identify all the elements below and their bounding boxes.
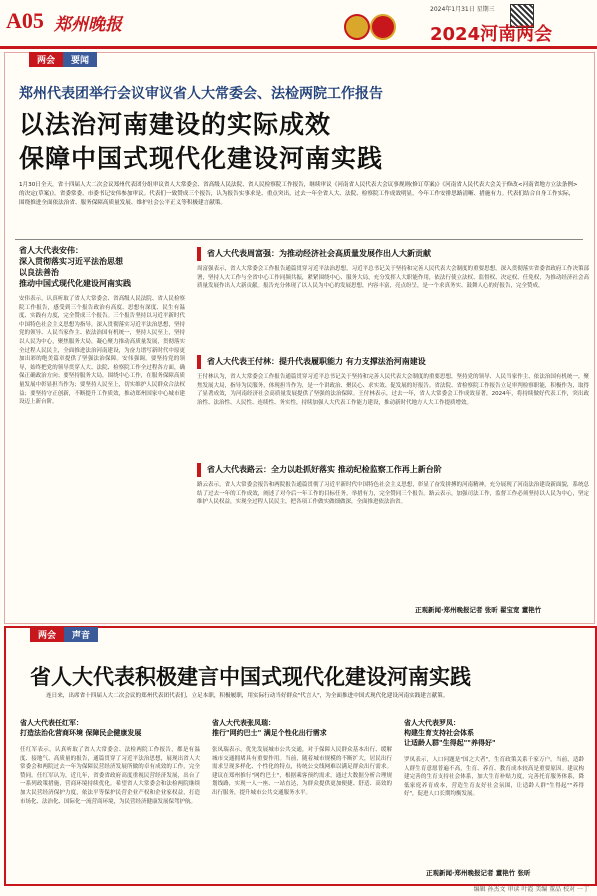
- headline-line-1: 以法治河南建设的实际成效: [19, 110, 332, 139]
- national-emblem-icon: [344, 14, 370, 40]
- subhead-lu: 省人大代表路云：全力以赴抓好落实 推动纪检监察工作再上新台阶: [197, 463, 597, 477]
- col1-body: 任红军表示，认真听取了省人大常委会、法检两院工作报告，都是有温度、接地气、高质量的报告，通篇贯穿了习近平法治思想，展现出省人大常委会和两院过去一年为保障民营经济发展所做的卓有成效的工作，完全赞同。任红军认为，近几年，省委省政府高度重视民营经济发展，出台了一系列政策措施，营商环境持续优化。希望省人大常委会和法检两院继续加大民营经济保护力度，依法平等保护民营企业产权和企业家权益，打造市场化、法治化、国际化一流营商环境，为民营经济健康发展保驾护航。: [20, 747, 200, 805]
- col2-head-line-1: 省人大代表张凤瑞：: [212, 719, 275, 727]
- party-emblem-icon: [370, 14, 396, 40]
- body-lu: 路云表示，省人大常委会报告和两院报告通篇贯彻了习近平新时代中国特色社会主义思想，彰显了奋发拼搏的河南精神，充分展现了河南法治建设新面貌，系统总结了过去一年的工作成效，阐述了对今后一年工作的目标任务，举措有力，完全赞同三个报告。路云表示，加强司法工作，监督工作必须坚持以人民为中心，坚定维护人民权益，实现全过程人民民主，把各项工作做实做细做深，全面推进依法治省。: [197, 482, 589, 506]
- byline-section2: 正观新闻·郑州晚报记者 董艳竹 张昕: [426, 869, 531, 877]
- editor-credits: 编辑 孙杰文 审读 叶霞 美编 董品 校对 一丁: [473, 886, 589, 893]
- sidebar-head-4: 推动中国式现代化建设河南实践: [19, 279, 131, 288]
- news-section-main: [4, 52, 595, 624]
- col3-head: [404, 718, 584, 748]
- page-number: A05: [6, 8, 44, 33]
- news-section-voices: [4, 626, 597, 886]
- article-lead: 1月30日全天，省十四届人大二次会议郑州代表团分组审议省人大常委会、省高级人民法院、省人民检察院工作报告，继续审议《河南省人民代表大会议事规则(修订草案)》《河南省人民代表大会关于修改<河南省地方立法条例>的决定(草案)》。省委常委、市委书记安伟参加审议。代表们一致赞成三个报告，认为报告实事求是、重点突出，过去一年全省人大、法院、检察院工作成效明显，今年工作安排思路清晰、措施有力。代表们结合自身工作实际，围绕推进全面依法治省、服务保障高质量发展、维护社会公平正义等积极建言献策。: [19, 182, 578, 206]
- section-banner: 2024河南两会: [430, 24, 553, 45]
- sidebar-head-3: 以良法善治: [19, 268, 59, 277]
- sidebar-body: 安伟表示，认真听取了省人大常委会、省高级人民法院、省人民检察院工作报告，感受到三个报告政治有高度、思想有深度、民生有温度、实践有力度，完全赞成三个报告。三个报告坚持以习近平新时代中国特色社会主义思想为指导，深入贯彻落实习近平法治思想，坚持党的领导、人民当家作主、依法治国有机统一，坚持人民至上，坚持以人民为中心，聚焦服务大局，凝心聚力推动高质量发展，贯彻落实全过程人民民主，全面推进法治河南建设，为奋力谱写新时代中原更加出彩的绝美篇章提供了坚强法治保障。安伟强调，要坚持党的领导，始终把党的领导贯穿人大、法院、检察院工作全过程各方面，确保正确政治方向；要坚持服务大局，围绕中心工作，在服务保障高质量发展中彰显担当作为；要坚持人民至上，切实维护人民群众合法权益；要坚持守正创新，不断提升工作质效，推动郑州国家中心城市建设迈上新台阶。: [19, 296, 185, 406]
- col2-head: [212, 718, 392, 738]
- col3-head-line-2: 构建生育支持社会体系: [404, 729, 474, 737]
- voices-lead: 连日来，出席省十四届人大二次会议的郑州代表团代表们，立足本职，积极履职，用实际行动当好群众"代言人"，为全面推进中国式现代化建设河南实践建言献策。: [46, 693, 449, 699]
- issue-date: 2024年1月31日 星期三: [430, 6, 495, 13]
- sidebar-head-2: 深入贯彻落实习近平法治思想: [19, 257, 123, 266]
- col1-head-line-1: 省人大代表任红军：: [20, 719, 83, 727]
- col1-head: [20, 718, 200, 738]
- sidebar-head-1: 省人大代表安伟：: [19, 246, 83, 255]
- article-kicker: 郑州代表团举行会议审议省人大常委会、法检两院工作报告: [19, 86, 383, 102]
- tag-primary-2: 两会: [30, 627, 64, 642]
- masthead-logo: 郑州晚报: [54, 15, 122, 35]
- headline-line-2: 保障中国式现代化建设河南实践: [19, 144, 384, 173]
- page-header: [0, 0, 597, 49]
- page-footer: [0, 884, 597, 896]
- col3-head-line-3: 让适龄人群"生得起""养得好": [404, 739, 496, 747]
- tag-primary: 两会: [29, 52, 63, 67]
- col3-head-line-1: 省人大代表罗凤：: [404, 719, 460, 727]
- col1-head-line-2: 打造法治化营商环境 保障民企健康发展: [20, 729, 142, 737]
- tag-secondary: 要闻: [63, 52, 97, 67]
- byline-section1: 正观新闻·郑州晚报记者 张昕 翟宝宽 董艳竹: [415, 606, 542, 614]
- col2-head-line-2: 推行"网约巴士" 满足个性化出行需求: [212, 729, 327, 737]
- tag-secondary-2: 声音: [64, 627, 98, 642]
- subhead-zhou: 省人大代表周富强：为推动经济社会高质量发展作出人大新贡献: [197, 247, 597, 261]
- section-tag: [29, 52, 97, 67]
- subhead-wang: 省人大代表王付林：提升代表履职能力 有力支撑法治河南建设: [197, 355, 597, 369]
- sidebar-anwei: [19, 245, 185, 620]
- section-tag-2: [30, 627, 98, 642]
- col3-body: 罗凤表示，人口问题是"国之大者"，生育政策关系千家万户。当前，适龄人群生育意愿普遍不高，生育、养育、教育成本较高是重要原因。建议构建完善的生育支持社会体系，加大生育补贴力度，完善托育服务体系，降低家庭养育成本，营造生育友好社会氛围，让适龄人群"生得起""养得好"，促进人口长期均衡发展。: [404, 757, 584, 798]
- body-wang: 王付林认为，省人大常委会工作报告通篇贯穿习近平总书记关于坚持和完善人民代表大会制度的重要思想，坚持党的领导、人民当家作主、依法治国有机统一，聚焦发展大局，指导为民服务，体现担当作为，是一个讲政治、聚民心、求实效、促发展的好报告。省法院、省检察院工作报告立足审判检察职能，积极作为，取得了显著成效，为河南经济社会高质量发展提供了坚强的法治保障。王付林表示，过去一年，省人大常委会工作成效显著，2024年，将持续做好代表工作，突出政治性、法治性、人民性、连续性、务实性，持续加强人大代表工作能力建设，推动新时代地方人大工作提质增效。: [197, 374, 589, 406]
- divider: [15, 239, 583, 240]
- headline-voices: 省人大代表积极建言中国式现代化建设河南实践: [30, 664, 471, 689]
- col2-body: 张凤瑞表示，优先发展城市公共交通，对于保障人民群众基本出行、缓解城市交通拥堵具有重要作用。当前，随着城市规模的不断扩大，居民出行需求呈现多样化、个性化的特点，传统公交线网难以满足群众出行需求。建议在郑州推行"网约巴士"，根据乘客预约需求，通过大数据分析合理规划线路，实现一人一座、一站直达，为群众提供更加便捷、舒适、高效的出行服务，提升城市公共交通服务水平。: [212, 747, 392, 796]
- body-zhou: 周富强表示，省人大常委会工作报告通篇贯穿习近平法治思想，习近平总书记关于坚持和完善人民代表大会制度的重要思想，深入贯彻落实省委省政府工作决策部署，坚持人大工作与全省中心工作同频共振，紧紧围绕中心、服务大局，充分发挥人大职能作用，依法行使立法权、监督权、决定权、任免权，为推动经济社会高质量发展作出人大新贡献。报告充分体现了以人民为中心的发展思想，内容丰富，亮点纷呈，是一个求真务实、鼓舞人心的好报告，完全赞成。: [197, 266, 589, 290]
